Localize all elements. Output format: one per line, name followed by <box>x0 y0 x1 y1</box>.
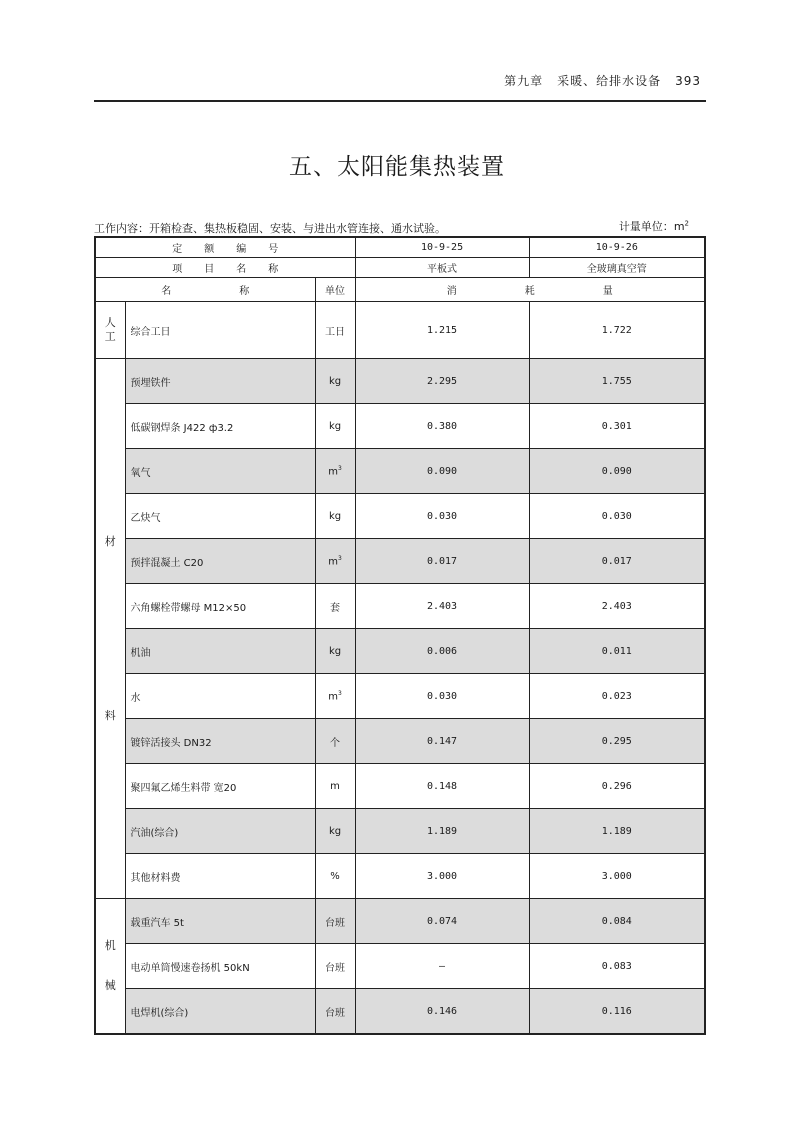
consumption-value-2: 0.030 <box>529 494 705 539</box>
unit-text: m <box>330 780 340 792</box>
section-label: 采暖、给排水设备 <box>557 74 662 88</box>
unit-label: 计量单位： <box>618 220 674 233</box>
work-content: 工作内容：开箱检查、集热板稳固、安装、与进出水管连接、通水试验。 <box>94 222 446 235</box>
unit-text: kg <box>328 645 342 657</box>
consumption-value-2: 3.000 <box>529 854 705 899</box>
consumption-value-2: 0.017 <box>529 539 705 584</box>
item-name-cell: 载重汽车 5t <box>125 899 315 944</box>
item-name-cell: 机油 <box>125 629 315 674</box>
quota-number-row <box>95 237 705 258</box>
consumption-value-2: 0.023 <box>529 674 705 719</box>
unit-cell <box>315 494 355 539</box>
item-name-cell: 水 <box>125 674 315 719</box>
table-row <box>95 302 705 359</box>
item-name-cell: 电动单筒慢速卷扬机 50kN <box>125 944 315 989</box>
item-name-cell: 汽油(综合) <box>125 809 315 854</box>
consumption-header: 消 耗 量 <box>355 278 705 302</box>
unit-text: 工日 <box>325 326 346 338</box>
consumption-value-2: 1.722 <box>529 302 705 359</box>
unit-cell <box>315 359 355 404</box>
quota-table <box>94 236 706 1035</box>
item-name-cell: 预埋铁件 <box>125 359 315 404</box>
unit-text: m <box>328 556 338 568</box>
consumption-value-1: 2.295 <box>355 359 529 404</box>
unit-superscript: 3 <box>337 689 342 697</box>
page-number: 393 <box>675 74 701 88</box>
category-cell <box>95 359 125 899</box>
unit-cell <box>315 989 355 1035</box>
consumption-value-1: 0.147 <box>355 719 529 764</box>
consumption-value-1: 2.403 <box>355 584 529 629</box>
consumption-value-1: 1.215 <box>355 302 529 359</box>
consumption-value-1: 0.074 <box>355 899 529 944</box>
item-name-cell: 镀锌活接头 DN32 <box>125 719 315 764</box>
unit-text: m <box>328 466 338 478</box>
unit-value: m <box>673 220 685 233</box>
consumption-value-1: 0.146 <box>355 989 529 1035</box>
unit-cell <box>315 944 355 989</box>
unit-superscript: 3 <box>337 464 342 472</box>
unit-text: kg <box>328 375 342 387</box>
item-name-row <box>95 258 705 278</box>
unit-cell <box>315 629 355 674</box>
unit-cell <box>315 764 355 809</box>
table-row <box>95 809 705 854</box>
item-name-2: 全玻璃真空管 <box>529 258 705 278</box>
header-divider <box>94 100 706 102</box>
quota-code-1: 10-9-25 <box>355 237 529 258</box>
table-row <box>95 629 705 674</box>
consumption-value-2: 0.084 <box>529 899 705 944</box>
table-row <box>95 899 705 944</box>
category-char: 料 <box>104 708 116 722</box>
consumption-value-1: 0.090 <box>355 449 529 494</box>
item-name-cell: 低碳钢焊条 J422 ф3.2 <box>125 404 315 449</box>
category-cell <box>95 302 125 359</box>
unit-cell <box>315 584 355 629</box>
consumption-value-2: 1.189 <box>529 809 705 854</box>
consumption-value-2: 0.116 <box>529 989 705 1035</box>
table-row <box>95 584 705 629</box>
category-char: 人 <box>104 316 116 329</box>
consumption-value-1: 0.030 <box>355 494 529 539</box>
unit-text: 个 <box>330 737 341 749</box>
quota-code-2: 10-9-26 <box>529 237 705 258</box>
chapter-label: 第九章 <box>504 74 544 88</box>
table-row <box>95 719 705 764</box>
item-name-cell: 六角螺栓带螺母 M12×50 <box>125 584 315 629</box>
column-header-row <box>95 278 705 302</box>
unit-text: kg <box>328 510 342 522</box>
page-header <box>504 72 701 89</box>
item-name-cell: 综合工日 <box>125 302 315 359</box>
consumption-value-1: 0.006 <box>355 629 529 674</box>
unit-text: kg <box>328 420 342 432</box>
unit-text: 台班 <box>325 962 346 974</box>
item-name-cell: 聚四氟乙烯生料带 宽20 <box>125 764 315 809</box>
consumption-value-2: 0.296 <box>529 764 705 809</box>
item-name-cell: 其他材料费 <box>125 854 315 899</box>
unit-cell <box>315 404 355 449</box>
unit-text: 台班 <box>325 1007 346 1019</box>
item-name-cell: 电焊机(综合) <box>125 989 315 1035</box>
table-row <box>95 449 705 494</box>
measurement-unit <box>619 218 689 234</box>
category-char: 械 <box>104 979 116 992</box>
unit-text: 套 <box>330 602 341 614</box>
consumption-value-2: 0.083 <box>529 944 705 989</box>
consumption-value-1: 0.380 <box>355 404 529 449</box>
unit-text: m <box>328 691 338 703</box>
consumption-value-2: 0.295 <box>529 719 705 764</box>
category-char: 机 <box>104 939 116 952</box>
item-name-1: 平板式 <box>355 258 529 278</box>
page-title: 五、太阳能集热装置 <box>289 154 505 180</box>
table-row <box>95 359 705 404</box>
unit-cell <box>315 302 355 359</box>
consumption-value-1: 0.030 <box>355 674 529 719</box>
unit-cell <box>315 539 355 584</box>
item-name-cell: 氧气 <box>125 449 315 494</box>
unit-text: kg <box>328 825 342 837</box>
unit-cell <box>315 719 355 764</box>
unit-superscript: 2 <box>684 219 689 228</box>
item-name-cell: 乙炔气 <box>125 494 315 539</box>
consumption-value-1: 0.017 <box>355 539 529 584</box>
unit-cell <box>315 674 355 719</box>
table-row <box>95 539 705 584</box>
item-name-label: 项 目 名 称 <box>95 258 355 278</box>
consumption-value-2: 1.755 <box>529 359 705 404</box>
unit-text: % <box>330 870 340 882</box>
consumption-value-1: 1.189 <box>355 809 529 854</box>
category-char: 材 <box>104 534 116 548</box>
consumption-value-2: 0.011 <box>529 629 705 674</box>
unit-cell <box>315 899 355 944</box>
table-row <box>95 854 705 899</box>
consumption-value-2: 0.090 <box>529 449 705 494</box>
consumption-value-2: 0.301 <box>529 404 705 449</box>
table-row <box>95 764 705 809</box>
table-row <box>95 989 705 1035</box>
unit-cell <box>315 809 355 854</box>
name-column-header: 名 称 <box>95 278 315 302</box>
consumption-value-1: — <box>355 944 529 989</box>
consumption-value-1: 0.148 <box>355 764 529 809</box>
table-row <box>95 494 705 539</box>
category-char: 工 <box>104 330 116 343</box>
table-row <box>95 944 705 989</box>
item-name-cell: 预拌混凝土 C20 <box>125 539 315 584</box>
unit-text: 台班 <box>325 917 346 929</box>
consumption-value-1: 3.000 <box>355 854 529 899</box>
table-row <box>95 404 705 449</box>
unit-superscript: 3 <box>337 554 342 562</box>
consumption-value-2: 2.403 <box>529 584 705 629</box>
unit-cell <box>315 854 355 899</box>
category-cell <box>95 899 125 1035</box>
table-row <box>95 674 705 719</box>
unit-column-header: 单位 <box>315 278 355 302</box>
quota-number-label: 定 额 编 号 <box>95 237 355 258</box>
unit-cell <box>315 449 355 494</box>
